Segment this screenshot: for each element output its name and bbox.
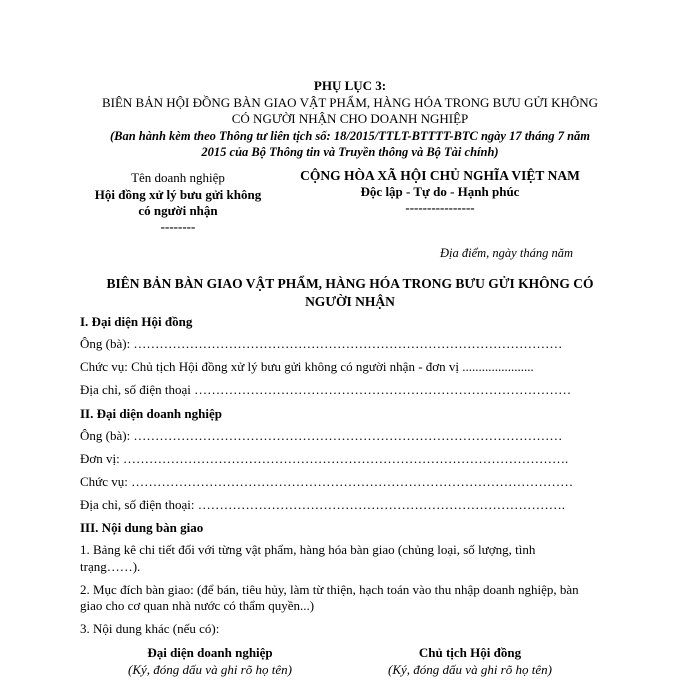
council-name-line2: có người nhận xyxy=(138,203,218,219)
handover-item-2 xyxy=(80,582,625,615)
enterprise-signature-title: Đại diện doanh nghiệp xyxy=(147,645,273,660)
organization-header xyxy=(78,170,278,233)
org-divider: -------- xyxy=(160,218,196,234)
chairman-signature-title: Chủ tịch Hội đồng xyxy=(418,645,522,660)
council-address-field: Địa chỉ, số điện thoại …………………………………………………………………………… xyxy=(80,382,572,398)
document-body xyxy=(80,314,625,643)
appendix-header xyxy=(70,78,630,160)
main-title-line2: NGƯỜI NHẬN xyxy=(305,293,395,309)
section-handover-heading: III. Nội dung bàn giao xyxy=(80,520,204,536)
enterprise-name-field: Ông (bà): ……………………………………………………………………………………… xyxy=(80,427,563,443)
enterprise-position-field: Chức vụ: ………………………………………………………………………………………… xyxy=(80,473,574,489)
handover-item-2-line2: giao cho cơ quan nhà nước có thẩm quyền...) xyxy=(80,598,315,614)
appendix-title-line1: BIÊN BẢN HỘI ĐỒNG BÀN GIAO VẬT PHẨM, HÀNG HÓA TRONG BƯU GỬI KHÔNG xyxy=(101,94,599,110)
handover-item-1 xyxy=(80,542,625,575)
enterprise-unit-field: Đơn vị: …………………………………………………………………………………………. xyxy=(80,450,569,466)
enterprise-signature-note: (Ký, đóng dấu và ghi rõ họ tên) xyxy=(128,661,292,677)
handover-item-3: 3. Nội dung khác (nếu có): xyxy=(80,620,220,636)
appendix-issued-line1: (Ban hành kèm theo Thông tư liên tịch số: 18/2015/TTLT-BTTTT-BTC ngày 17 tháng 7 năm xyxy=(109,128,590,143)
enterprise-address-field: Địa chỉ, số điện thoại: …………………………………………………………………………. xyxy=(80,497,565,513)
nation-title: CỘNG HÒA XÃ HỘI CHỦ NGHĨA VIỆT NAM xyxy=(300,168,580,183)
national-motto: Độc lập - Tự do - Hạnh phúc xyxy=(360,184,520,200)
council-name-line1: Hội đồng xử lý bưu gửi không xyxy=(94,186,262,202)
council-position-field: Chức vụ: Chủ tịch Hội đồng xử lý bưu gửi không có người nhận - đơn vị ...................... xyxy=(80,359,534,375)
chairman-signature-note: (Ký, đóng dấu và ghi rõ họ tên) xyxy=(388,661,552,677)
chairman-signature xyxy=(340,645,600,678)
handover-item-1-line2: trạng……). xyxy=(80,558,141,574)
council-name-field: Ông (bà): ……………………………………………………………………………………… xyxy=(80,336,563,351)
enterprise-signature xyxy=(80,645,340,678)
motto-divider: ---------------- xyxy=(405,199,475,215)
section-enterprise-heading: II. Đại diện doanh nghiệp xyxy=(80,405,222,421)
handover-item-1-line1: 1. Bảng kê chi tiết đối với từng vật phẩm, hàng hóa bàn giao (chủng loại, số lượng, tình xyxy=(80,542,536,558)
appendix-label: PHỤ LỤC 3: xyxy=(313,78,387,93)
main-title-line1: BIÊN BẢN BÀN GIAO VẬT PHẨM, HÀNG HÓA TRONG BƯU GỬI KHÔNG CÓ xyxy=(106,276,594,291)
appendix-issued-line2: 2015 của Bộ Thông tin và Truyền thông và Bộ Tài chính) xyxy=(201,144,499,159)
org-name-label: Tên doanh nghiệp xyxy=(131,170,225,185)
place-date-line: Địa điểm, ngày tháng năm xyxy=(440,246,573,260)
main-title xyxy=(85,275,615,310)
handover-item-2-line1: 2. Mục đích bàn giao: (để bán, tiêu hủy, làm từ thiện, hạch toán vào thu nhập doanh nghiệp, bàn xyxy=(80,581,579,597)
nation-header xyxy=(280,167,600,215)
section-council-heading: I. Đại diện Hội đồng xyxy=(80,314,193,329)
appendix-title-line2: CÓ NGƯỜI NHẬN CHO DOANH NGHIỆP xyxy=(231,111,469,127)
